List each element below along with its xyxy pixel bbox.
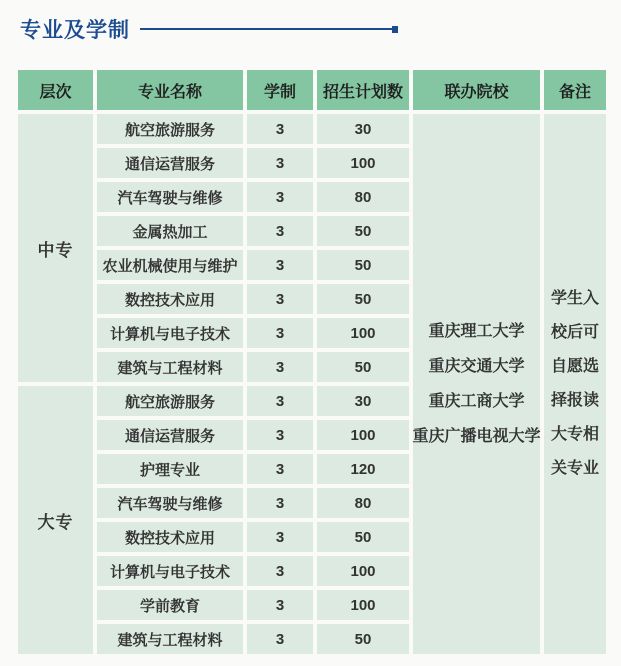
major-name-cell: 建筑与工程材料 — [97, 624, 243, 654]
duration-cell: 3 — [247, 114, 313, 144]
header-partner-colleges: 联办院校 — [413, 70, 540, 110]
remark-line: 择报读 — [550, 392, 599, 409]
duration-cell: 3 — [247, 250, 313, 280]
remark-line: 关专业 — [550, 460, 599, 477]
duration-cell: 3 — [247, 454, 313, 484]
remark-line: 自愿选 — [550, 358, 599, 375]
major-name-cell: 建筑与工程材料 — [97, 352, 243, 382]
major-name-cell: 数控技术应用 — [97, 522, 243, 552]
header-level: 层次 — [18, 70, 93, 110]
major-name-cell: 航空旅游服务 — [97, 114, 243, 144]
title-rule — [140, 28, 392, 30]
section-header — [20, 14, 398, 44]
college-name: 重庆理工大学 — [428, 323, 525, 340]
duration-cell: 3 — [247, 522, 313, 552]
header-enrollment-count: 招生计划数 — [317, 70, 409, 110]
enrollment-count-cell: 50 — [317, 216, 409, 246]
enrollment-count-cell: 120 — [317, 454, 409, 484]
enrollment-count-cell: 80 — [317, 182, 409, 212]
enrollment-count-cell: 100 — [317, 590, 409, 620]
enrollment-count-cell: 50 — [317, 250, 409, 280]
duration-cell: 3 — [247, 318, 313, 348]
major-name-cell: 农业机械使用与维护 — [97, 250, 243, 280]
duration-cell: 3 — [247, 148, 313, 178]
duration-cell: 3 — [247, 556, 313, 586]
major-name-cell: 护理专业 — [97, 454, 243, 484]
duration-cell: 3 — [247, 386, 313, 416]
enrollment-count-cell: 50 — [317, 284, 409, 314]
remark-line: 学生入 — [550, 290, 599, 307]
major-name-cell: 计算机与电子技术 — [97, 318, 243, 348]
college-name: 重庆工商大学 — [428, 393, 525, 410]
duration-cell: 3 — [247, 488, 313, 518]
college-name: 重庆交通大学 — [428, 358, 525, 375]
remarks-cell — [544, 114, 606, 654]
duration-cell: 3 — [247, 420, 313, 450]
header-duration: 学制 — [247, 70, 313, 110]
major-name-cell: 汽车驾驶与维修 — [97, 488, 243, 518]
header-major-name: 专业名称 — [97, 70, 243, 110]
major-name-cell: 通信运营服务 — [97, 420, 243, 450]
major-name-cell: 数控技术应用 — [97, 284, 243, 314]
enrollment-count-cell: 100 — [317, 148, 409, 178]
enrollment-count-cell: 80 — [317, 488, 409, 518]
major-name-cell: 汽车驾驶与维修 — [97, 182, 243, 212]
major-name-cell: 通信运营服务 — [97, 148, 243, 178]
duration-cell: 3 — [247, 590, 313, 620]
partner-colleges-cell — [413, 114, 540, 654]
page-title: 专业及学制 — [20, 19, 130, 42]
major-name-cell: 金属热加工 — [97, 216, 243, 246]
enrollment-count-cell: 50 — [317, 522, 409, 552]
enrollment-count-cell: 100 — [317, 420, 409, 450]
duration-cell: 3 — [247, 284, 313, 314]
level-cell-0: 中专 — [18, 114, 93, 382]
college-name: 重庆广播电视大学 — [412, 428, 541, 445]
major-name-cell: 计算机与电子技术 — [97, 556, 243, 586]
major-name-cell: 航空旅游服务 — [97, 386, 243, 416]
duration-cell: 3 — [247, 624, 313, 654]
enrollment-count-cell: 100 — [317, 318, 409, 348]
major-name-cell: 学前教育 — [97, 590, 243, 620]
title-rule-endpoint — [392, 26, 398, 33]
duration-cell: 3 — [247, 216, 313, 246]
table-grid — [18, 70, 606, 654]
level-cell-1: 大专 — [18, 386, 93, 654]
remark-line: 大专相 — [550, 426, 599, 443]
enrollment-count-cell: 100 — [317, 556, 409, 586]
duration-cell: 3 — [247, 352, 313, 382]
remark-line: 校后可 — [550, 324, 599, 341]
enrollment-count-cell: 30 — [317, 386, 409, 416]
enrollment-count-cell: 30 — [317, 114, 409, 144]
enrollment-count-cell: 50 — [317, 624, 409, 654]
header-remarks: 备注 — [544, 70, 606, 110]
duration-cell: 3 — [247, 182, 313, 212]
enrollment-count-cell: 50 — [317, 352, 409, 382]
